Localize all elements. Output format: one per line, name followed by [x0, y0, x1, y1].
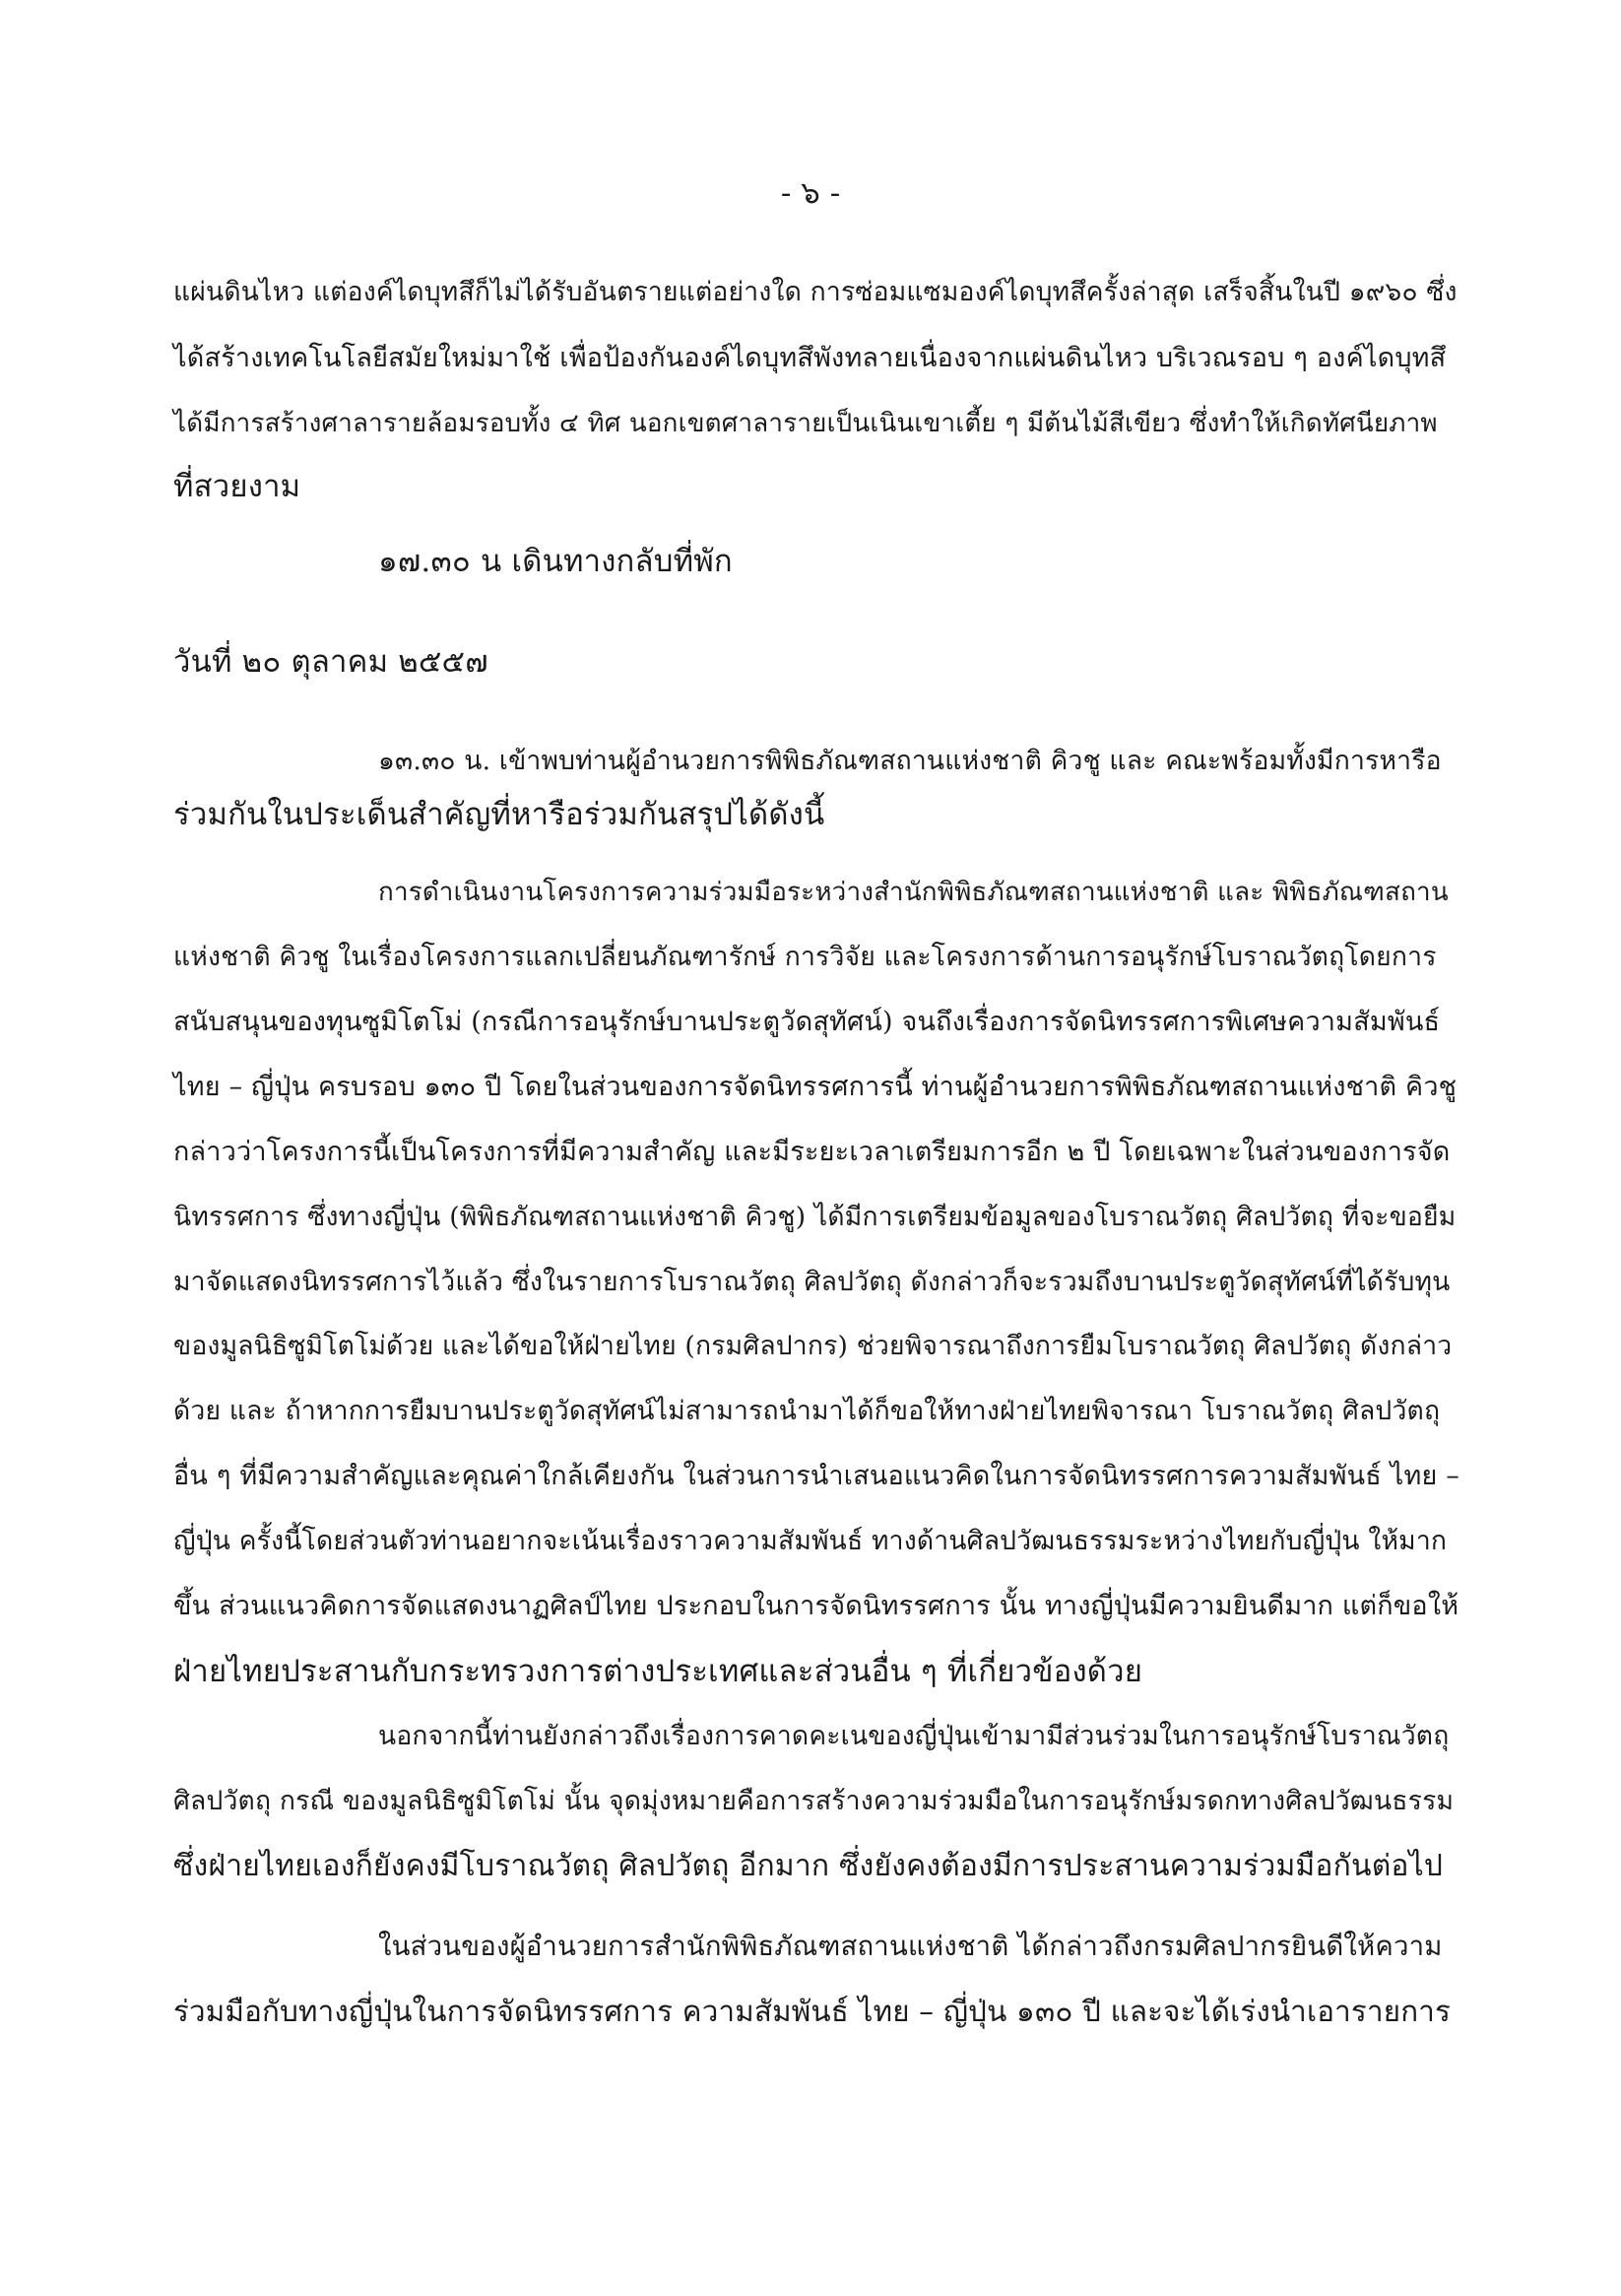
text-line: นอกจากนี้ท่านยังกล่าวถึงเรื่องการคาดคะเนของญี่ปุ่นเข้ามามีส่วนร่วมในการอนุรักษ์โบราณวัตถุ	[378, 1721, 1450, 1751]
text-line: ได้มีการสร้างศาลารายล้อมรอบทั้ง ๔ ทิศ นอกเขตศาลารายเป็นเนินเขาเตี้ย ๆ มีต้นไม้สีเขียว ซึ่งทำให้เกิดทัศนียภาพ	[173, 409, 1438, 438]
text-line: กล่าวว่าโครงการนี้เป็นโครงการที่มีความสำคัญ และมีระยะเวลาเตรียมการอีก ๒ ปี โดยเฉพาะในส่วนของการจัด	[173, 1137, 1451, 1167]
text-line: นิทรรศการ ซึ่งทางญี่ปุ่น (พิพิธภัณฑสถานแห่งชาติ คิวชู) ได้มีการเตรียมข้อมูลของโบราณวัตถุ ศิลปวัตถุ ที่จะขอยืม	[173, 1202, 1457, 1232]
schedule-entry: ๑๓.๓๐ น. เข้าพบท่านผู้อำนวยการพิพิธภัณฑสถานแห่งชาติ คิวชู และ คณะพร้อมทั้งมีการหารือ	[378, 746, 1442, 776]
text-line: ในส่วนของผู้อำนวยการสำนักพิพิธภัณฑสถานแห่งชาติ ได้กล่าวถึงกรมศิลปากรยินดีให้ความ	[378, 1931, 1443, 1962]
text-line: ซึ่งฝ่ายไทยเองก็ยังคงมีโบราณวัตถุ ศิลปวัตถุ อีกมาก ซึ่งยังคงต้องมีการประสานความร่วมมือกันต่อไป	[173, 1849, 1444, 1883]
text-line: แห่งชาติ คิวชู ในเรื่องโครงการแลกเปลี่ยนภัณฑารักษ์ การวิจัย และโครงการด้านการอนุรักษ์โบราณวัตถุโดยการ	[173, 942, 1437, 972]
text-line: การดำเนินงานโครงการความร่วมมือระหว่างสำนักพิพิธภัณฑสถานแห่งชาติ และ พิพิธภัณฑสถาน	[378, 878, 1449, 907]
page-number: - ๖ -	[780, 175, 841, 211]
text-line: ด้วย และ ถ้าหากการยืมบานประตูวัดสุทัศน์ไม่สามารถนำมาได้ก็ขอให้ทางฝ่ายไทยพิจารณา โบราณวัตถุ ศิลปวัตถุ	[173, 1396, 1441, 1426]
date-heading: วันที่ ๒๐ ตุลาคม ๒๕๕๗	[173, 644, 488, 680]
text-line: ฝ่ายไทยประสานกับกระทรวงการต่างประเทศและส่วนอื่น ๆ ที่เกี่ยวข้องด้วย	[173, 1654, 1143, 1689]
schedule-entry: ๑๗.๓๐ น เดินทางกลับที่พัก	[378, 544, 733, 579]
text-line: ร่วมมือกับทางญี่ปุ่นในการจัดนิทรรศการ ความสัมพันธ์ ไทย – ญี่ปุ่น ๑๓๐ ปี และจะได้เร่งนำเอารายการ	[173, 1995, 1452, 2028]
text-line: ขึ้น ส่วนแนวคิดการจัดแสดงนาฏศิลป์ไทย ประกอบในการจัดนิทรรศการ นั้น ทางญี่ปุ่นมีความยินดีมาก แต่ก็ขอให้	[173, 1591, 1459, 1621]
text-line: สนับสนุนของทุนซูมิโตโม่ (กรณีการอนุรักษ์บานประตูวัดสุทัศน์) จนถึงเรื่องการจัดนิทรรศการพิเศษความสัมพันธ์	[173, 1007, 1441, 1037]
text-line: ร่วมกันในประเด็นสำคัญที่หารือร่วมกันสรุปได้ดังนี้	[173, 797, 825, 832]
text-line: ของมูลนิธิซูมิโตโม่ด้วย และได้ขอให้ฝ่ายไทย (กรมศิลปากร) ช่วยพิจารณาถึงการยืมโบราณวัตถุ ศิลปวัตถุ ดังกล่าว	[173, 1331, 1453, 1361]
text-line: ศิลปวัตถุ กรณี ของมูลนิธิซูมิโตโม่ นั้น จุดมุ่งหมายคือการสร้างความร่วมมือในการอนุรักษ์มรดกทางศิลปวัฒนธรรม	[173, 1786, 1455, 1816]
text-line: ไทย – ญี่ปุ่น ครบรอบ ๑๓๐ ปี โดยในส่วนของการจัดนิทรรศการนี้ ท่านผู้อำนวยการพิพิธภัณฑสถานแห่งชาติ คิวชู	[173, 1072, 1458, 1102]
text-line: ญี่ปุ่น ครั้งนี้โดยส่วนตัวท่านอยากจะเน้นเรื่องราวความสัมพันธ์ ทางด้านศิลปวัฒนธรรมระหว่างไทยกับญี่ปุ่น ให้มาก	[173, 1526, 1448, 1556]
text-line: มาจัดแสดงนิทรรศการไว้แล้ว ซึ่งในรายการโบราณวัตถุ ศิลปวัตถุ ดังกล่าวก็จะรวมถึงบานประตูวัดสุทัศน์ที่ได้รับทุน	[173, 1267, 1451, 1297]
text-line: แผ่นดินไหว แต่องค์ไดบุทสึก็ไม่ได้รับอันตรายแต่อย่างใด การซ่อมแซมองค์ไดบุทสึครั้งล่าสุด เสร็จสิ้นในปี ๑๙๖๐ ซึ่ง	[173, 277, 1458, 307]
text-line: ที่สวยงาม	[173, 469, 301, 504]
text-line: อื่น ๆ ที่มีความสำคัญและคุณค่าใกล้เคียงกัน ในส่วนการนำเสนอแนวคิดในการจัดนิทรรศการความสัมพันธ์ ไทย –	[173, 1461, 1459, 1491]
text-line: ได้สร้างเทคโนโลยีสมัยใหม่มาใช้ เพื่อป้องกันองค์ไดบุทสึพังทลายเนื่องจากแผ่นดินไหว บริเวณรอบ ๆ องค์ไดบุทสึ	[173, 343, 1447, 373]
